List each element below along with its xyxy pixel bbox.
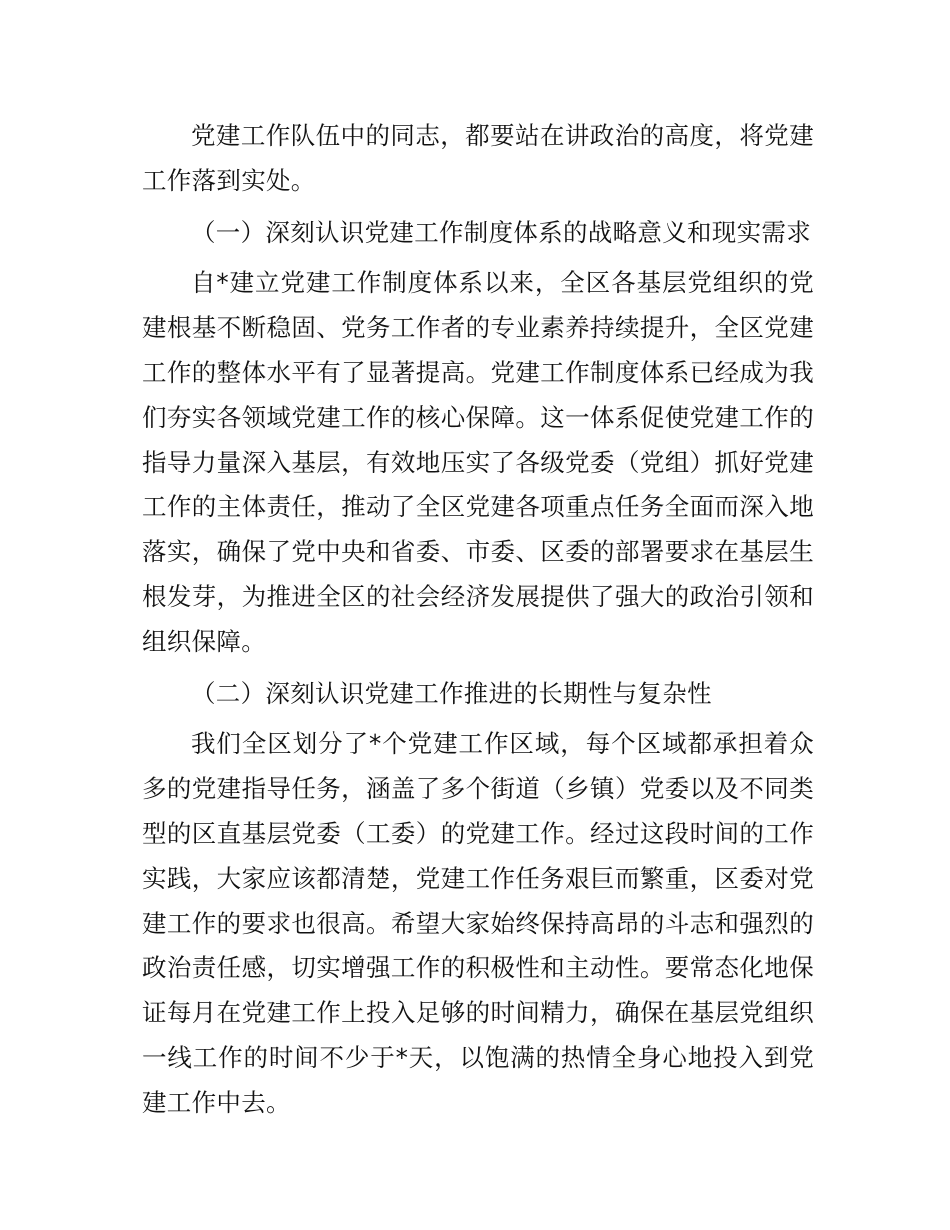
section-heading-2: （二）深刻认识党建工作推进的长期性与复杂性 (191, 678, 712, 708)
document-body (142, 114, 814, 1126)
paragraph-section-2: 我们全区划分了*个党建工作区域，每个区域都承担着众多的党建指导任务，涵盖了多个街道（乡镇）党委以及不同类型的区直基层党委（工委）的党建工作。经过这段时间的工作实践，大家应该都清楚，党建工作任务艰巨而繁重，区委对党建工作的要求也很高。希望大家始终保持高昂的斗志和强烈的政治责任感，切实增强工作的积极性和主动性。要常态化地保证每月在党建工作上投入足够的时间精力，确保在基层党组织一线工作的时间不少于*天，以饱满的热情全身心地投入到党建工作中去。 (142, 729, 814, 1117)
paragraph-section-1: 自*建立党建工作制度体系以来，全区各基层党组织的党建根基不断稳固、党务工作者的专业素养持续提升，全区党建工作的整体水平有了显著提高。党建工作制度体系已经成为我们夯实各领域党建工作的核心保障。这一体系促使党建工作的指导力量深入基层，有效地压实了各级党委（党组）抓好党建工作的主体责任，推动了全区党建各项重点任务全面而深入地落实，确保了党中央和省委、市委、区委的部署要求在基层生根发芽，为推进全区的社会经济发展提供了强大的政治引领和组织保障。 (142, 268, 814, 656)
section-heading-1: （一）深刻认识党建工作制度体系的战略意义和现实需求 (191, 217, 811, 247)
paragraph-intro: 党建工作队伍中的同志，都要站在讲政治的高度，将党建工作落到实处。 (142, 121, 814, 195)
